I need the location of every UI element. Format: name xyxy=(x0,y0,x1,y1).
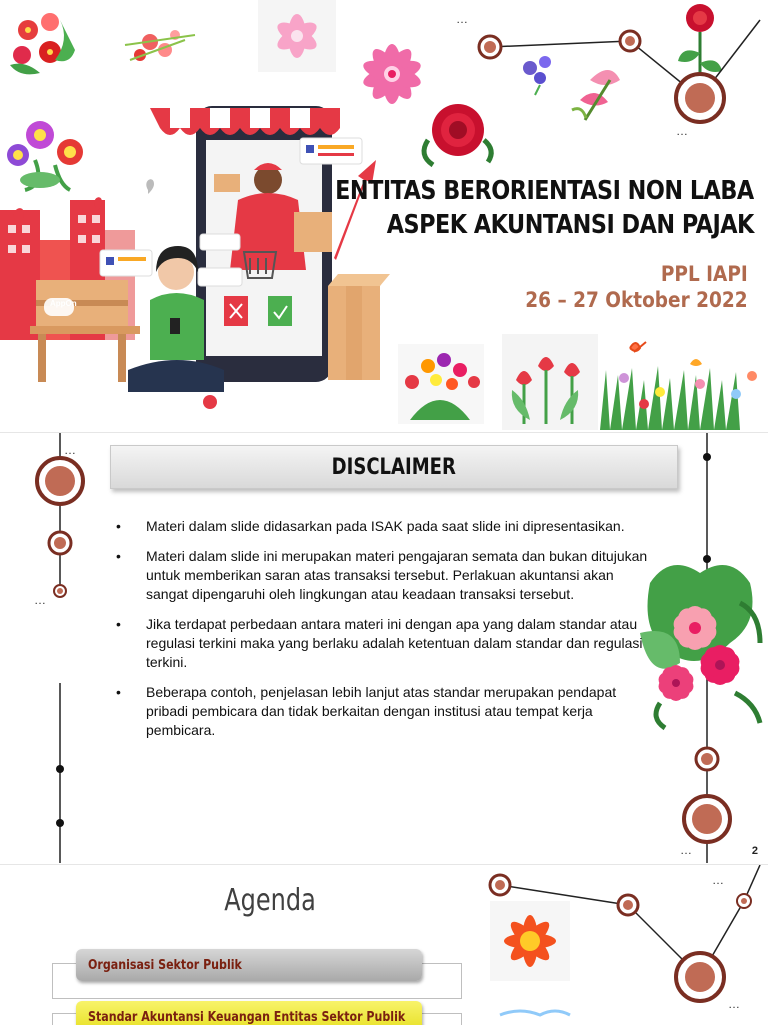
red-rose-stem-icon xyxy=(678,4,722,82)
agenda-heading: Agenda xyxy=(224,883,316,918)
agenda-slide xyxy=(0,864,768,1025)
tulip-icon xyxy=(502,334,598,430)
agenda-item-label: Organisasi Sektor Publik xyxy=(88,957,242,973)
purple-flower-icon xyxy=(523,56,551,95)
ellipsis: … xyxy=(728,997,741,1011)
ellipsis: … xyxy=(676,124,689,138)
list-item: • Beberapa contoh, penjelasan lebih lanjut atas standar merupakan pendapat pribadi pembicara dan tidak berkaitan dengan institusi atau tempat kerja pembicara. xyxy=(112,683,650,740)
ellipsis: … xyxy=(456,12,469,26)
page-number: 2 xyxy=(751,845,758,857)
agenda-item-standar[interactable] xyxy=(76,1001,422,1025)
app-badge: AppOn xyxy=(50,299,77,308)
ellipsis: … xyxy=(712,873,725,887)
agenda-item-label: Standar Akuntansi Keuangan Entitas Sektor Publik xyxy=(88,1009,406,1025)
list-item: • Materi dalam slide ini merupakan materi pengajaran semata dan bukan ditujukan untuk memberikan saran atas transaksi tersebut. Perlakuan akuntansi akan sangat dipengaruhi oleh lingkungan atau keadaan transaksi tersebut. xyxy=(112,547,650,604)
list-item: • Jika terdapat perbedaan antara materi ini dengan apa yang dalam standar atau regulasi terkini maka yang berlaku adalah ketentuan dalam standar dan regulasi terkini. xyxy=(112,615,650,672)
package-icon xyxy=(294,212,332,252)
ellipsis: … xyxy=(34,593,47,607)
list-item: • Materi dalam slide didasarkan pada ISAK pada saat slide ini dipresentasikan. xyxy=(112,517,650,536)
title-line-1: ENTITAS BERORIENTASI NON LABA xyxy=(335,176,754,206)
agenda-item-organisasi[interactable] xyxy=(76,949,422,981)
butterfly-icon xyxy=(630,342,646,352)
ellipsis: … xyxy=(680,843,693,857)
flower-cluster-icon xyxy=(10,13,75,74)
lily-flower-icon xyxy=(572,70,620,120)
smiley-flowers-icon xyxy=(7,121,83,190)
pink-star-flower-icon xyxy=(360,44,423,104)
disclaimer-heading: DISCLAIMER xyxy=(331,454,457,480)
disclaimer-list xyxy=(112,517,650,751)
title-slide xyxy=(0,0,768,430)
title-line-2: ASPEK AKUNTANSI DAN PAJAK xyxy=(386,210,754,240)
flower-spray-icon xyxy=(125,30,195,61)
tulip-bouquet-icon xyxy=(398,344,484,424)
grass-flowers-icon xyxy=(600,342,757,430)
disclaimer-heading-bar xyxy=(110,445,678,489)
rose-icon xyxy=(424,104,491,165)
ellipsis: … xyxy=(64,443,77,457)
pink-flower-icon xyxy=(258,0,336,72)
event-dates: 26 – 27 Oktober 2022 xyxy=(525,288,748,312)
presenter: PPL IAPI xyxy=(661,262,748,286)
disclaimer-slide xyxy=(0,432,768,863)
flower-icon xyxy=(490,901,570,981)
hibiscus-flower-icon xyxy=(640,565,760,728)
